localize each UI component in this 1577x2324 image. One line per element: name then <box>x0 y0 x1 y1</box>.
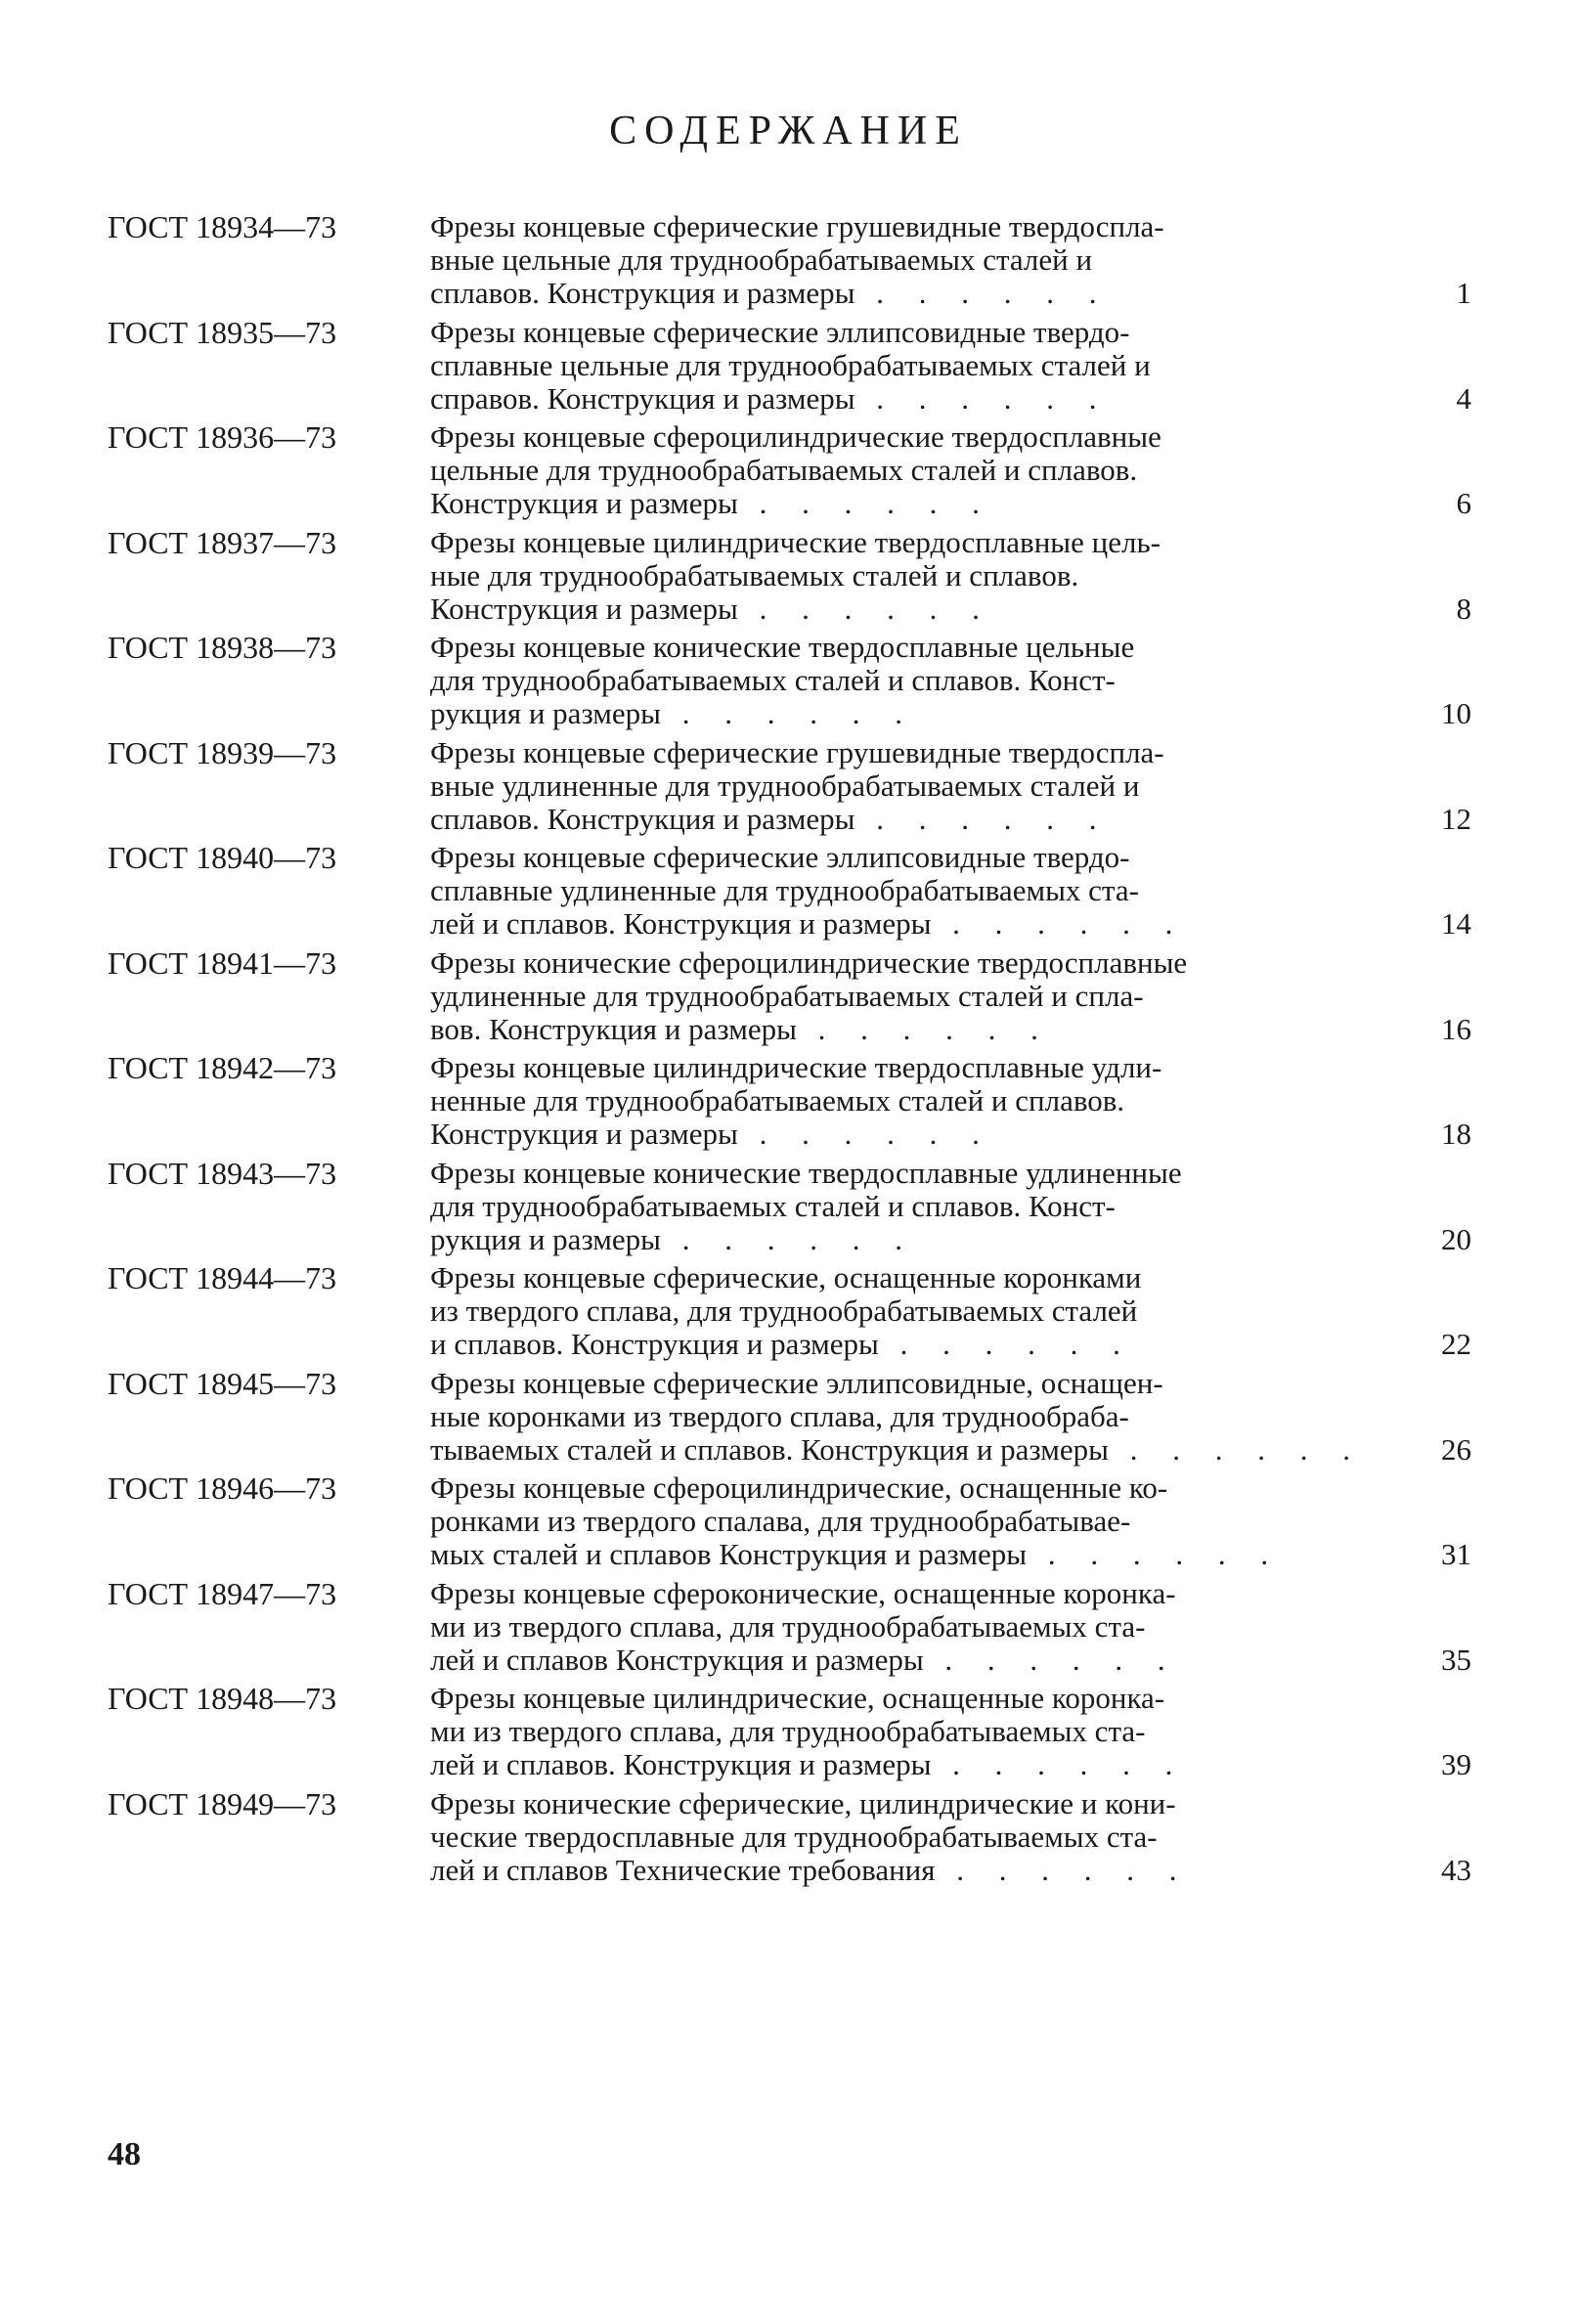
entry-title-line: ми из твердого сплава, для труднообрабатываемых ста- <box>430 1715 1146 1748</box>
dot-leader: . . . . . . <box>854 381 1111 416</box>
entry-title-line: Фрезы концевые сферические эллипсовидные твердо- <box>430 841 1130 874</box>
entry-title-line: ные для труднообрабатываемых сталей и сплавов. <box>430 558 1079 592</box>
entry-title-line: лей и сплавов Технические требования . . . . . . <box>430 1853 1191 1887</box>
entry-title-line: Фрезы концевые сферические эллипсовидные твердо- <box>430 315 1130 349</box>
entry-page-number: 26 <box>1441 1431 1471 1467</box>
toc-entry <box>108 420 1471 526</box>
dot-leader: . . . . . . <box>935 1853 1191 1887</box>
entry-page-number: 39 <box>1441 1747 1471 1781</box>
toc-entry <box>108 1787 1471 1893</box>
entry-title-line: тываемых сталей и сплавов. Конструкция и размеры . . . . . . <box>430 1432 1364 1467</box>
standard-code: ГОСТ 18944—73 <box>108 1260 337 1295</box>
entry-title-line: Фрезы концевые сферические грушевидные твердоспла- <box>430 210 1164 243</box>
entry-title-line: Фрезы концевые сферические эллипсовидные, оснащен- <box>430 1366 1163 1400</box>
entry-title <box>430 736 1398 836</box>
toc-entry <box>108 210 1471 316</box>
toc-entry <box>108 1471 1471 1577</box>
entry-title <box>430 1682 1398 1781</box>
dot-leader: . . . . . . <box>796 1012 1052 1046</box>
entry-title-line: Фрезы концевые цилиндрические твердосплавные цель- <box>430 525 1161 559</box>
entry-page-number: 14 <box>1441 906 1471 941</box>
dot-leader: . . . . . . <box>737 1118 993 1151</box>
entry-title-line: сплавов. Конструкция и размеры . . . . . . <box>430 277 1111 310</box>
entry-title-line: вные цельные для труднообрабатываемых сталей и <box>430 243 1093 277</box>
entry-title <box>430 841 1398 941</box>
entry-title <box>430 526 1398 626</box>
entry-title-line: Конструкция и размеры . . . . . . <box>430 592 993 626</box>
entry-title-line: мых сталей и сплавов Конструкция и размеры . . . . . . <box>430 1538 1283 1571</box>
entry-title-line: Фрезы концевые цилиндрические, оснащенные коронка- <box>430 1682 1165 1715</box>
toc-entry <box>108 631 1471 736</box>
dot-leader: . . . . . . <box>1027 1538 1283 1571</box>
entry-title-line: вные удлиненные для труднообрабатываемых сталей и <box>430 768 1140 803</box>
entry-title-line: сплавов. Конструкция и размеры . . . . . . <box>430 802 1111 836</box>
dot-leader: . . . . . . <box>1108 1432 1364 1467</box>
entry-title <box>430 1157 1398 1256</box>
page-number: 48 <box>108 2136 141 2172</box>
dot-leader: . . . . . . <box>854 277 1111 310</box>
entry-page-number: 4 <box>1456 380 1471 416</box>
entry-title-line: сплавные удлиненные для труднообрабатываемых ста- <box>430 874 1139 907</box>
entry-title-line: Конструкция и размеры . . . . . . <box>430 1118 993 1151</box>
dot-leader: . . . . . . <box>931 1748 1187 1781</box>
standard-code: ГОСТ 18937—73 <box>108 524 337 560</box>
page-title: СОДЕРЖАНИЕ <box>609 109 968 153</box>
entry-title <box>430 420 1398 520</box>
standard-code: ГОСТ 18949—73 <box>108 1785 337 1821</box>
standard-code: ГОСТ 18935—73 <box>108 314 337 350</box>
entry-title-line: Фрезы конические сферические, цилиндрические и кони- <box>430 1786 1176 1820</box>
entry-title-line: удлиненные для труднообрабатываемых сталей и спла- <box>430 979 1144 1013</box>
standard-code: ГОСТ 18940—73 <box>108 840 337 875</box>
entry-title-line: для труднообрабатываемых сталей и сплавов. Конст- <box>430 1189 1116 1223</box>
standard-code: ГОСТ 18939—73 <box>108 734 337 770</box>
entry-title-line: Фрезы концевые сферические, оснащенные коронками <box>430 1261 1142 1294</box>
standard-code: ГОСТ 18946—73 <box>108 1470 337 1506</box>
toc-entry <box>108 1577 1471 1683</box>
entry-page-number: 12 <box>1441 801 1471 836</box>
entry-title-line: ные коронками из твердого сплава, для труднообраба- <box>430 1399 1129 1433</box>
dot-leader: . . . . . . <box>878 1328 1134 1361</box>
entry-title-line: справов. Конструкция и размеры . . . . . . <box>430 381 1111 416</box>
entry-title-line: ненные для труднообрабатываемых сталей и сплавов. <box>430 1084 1125 1118</box>
standard-code: ГОСТ 18942—73 <box>108 1050 337 1085</box>
dot-leader: . . . . . . <box>737 487 993 520</box>
entry-page-number: 8 <box>1456 591 1471 626</box>
toc-entry <box>108 946 1471 1052</box>
entry-page-number: 43 <box>1441 1852 1471 1887</box>
entry-title <box>430 210 1398 310</box>
toc-entry <box>108 1157 1471 1262</box>
entry-title-line: для труднообрабатываемых сталей и сплавов. Конст- <box>430 664 1116 697</box>
entry-title-line: из твердого сплава, для труднообрабатываемых сталей <box>430 1294 1138 1328</box>
entry-title-line: ми из твердого сплава, для труднообрабатываемых ста- <box>430 1609 1146 1644</box>
toc-entry <box>108 736 1471 842</box>
table-of-contents <box>108 210 1471 1892</box>
toc-entry <box>108 526 1471 632</box>
entry-title <box>430 1577 1398 1677</box>
entry-title-line: Фрезы конические сфероцилиндрические твердосплавные <box>430 945 1188 980</box>
entry-title-line: ронками из твердого спалава, для труднообрабатывае- <box>430 1505 1131 1538</box>
standard-code: ГОСТ 18938—73 <box>108 630 337 665</box>
entry-title-line: ческие твердосплавные для труднообрабатываемых ста- <box>430 1820 1158 1854</box>
toc-entry <box>108 316 1471 421</box>
entry-page-number: 10 <box>1441 696 1471 730</box>
entry-title-line: лей и сплавов Конструкция и размеры . . . . . . <box>430 1643 1179 1677</box>
standard-code: ГОСТ 18936—73 <box>108 419 337 455</box>
dot-leader: . . . . . . <box>923 1643 1179 1677</box>
dot-leader: . . . . . . <box>660 1222 916 1256</box>
entry-page-number: 18 <box>1441 1117 1471 1151</box>
standard-code: ГОСТ 18941—73 <box>108 944 337 981</box>
standard-code: ГОСТ 18945—73 <box>108 1365 337 1401</box>
entry-title-line: и сплавов. Конструкция и размеры . . . . . . <box>430 1328 1134 1361</box>
entry-title-line: вов. Конструкция и размеры . . . . . . <box>430 1012 1052 1046</box>
entry-title <box>430 631 1398 730</box>
entry-page-number: 22 <box>1441 1327 1471 1361</box>
entry-page-number: 6 <box>1456 486 1471 520</box>
entry-title-line: Фрезы концевые сферические грушевидные твердоспла- <box>430 735 1164 769</box>
toc-entry <box>108 1367 1471 1472</box>
entry-title <box>430 1787 1398 1887</box>
dot-leader: . . . . . . <box>931 907 1187 941</box>
toc-entry <box>108 1682 1471 1787</box>
entry-title-line: сплавные цельные для труднообрабатываемых сталей и <box>430 348 1151 382</box>
entry-page-number: 16 <box>1441 1011 1471 1046</box>
entry-title-line: цельные для труднообрабатываемых сталей и сплавов. <box>430 454 1138 487</box>
dot-leader: . . . . . . <box>854 802 1111 836</box>
entry-page-number: 31 <box>1441 1537 1471 1571</box>
entry-title-line: Фрезы концевые конические твердосплавные удлиненные <box>430 1156 1182 1190</box>
entry-title <box>430 1471 1398 1571</box>
entry-title-line: Фрезы концевые цилиндрические твердосплавные удли- <box>430 1051 1162 1084</box>
dot-leader: . . . . . . <box>737 592 993 626</box>
entry-page-number: 35 <box>1441 1642 1471 1677</box>
entry-title-line: лей и сплавов. Конструкция и размеры . . . . . . <box>430 907 1187 941</box>
standard-code: ГОСТ 18948—73 <box>108 1681 337 1716</box>
entry-title-line: Фрезы концевые сфероцилиндрические твердосплавные <box>430 420 1161 454</box>
entry-title-line: Фрезы концевые сфероцилиндрические, оснащенные ко- <box>430 1471 1168 1505</box>
entry-title-line: лей и сплавов. Конструкция и размеры . . . . . . <box>430 1748 1187 1781</box>
entry-title <box>430 1261 1398 1361</box>
standard-code: ГОСТ 18943—73 <box>108 1155 337 1191</box>
entry-page-number: 20 <box>1441 1221 1471 1256</box>
standard-code: ГОСТ 18947—73 <box>108 1575 337 1611</box>
entry-title <box>430 316 1398 416</box>
entry-title-line: Фрезы концевые конические твердосплавные цельные <box>430 631 1135 664</box>
entry-title <box>430 1367 1398 1467</box>
entry-title-line: Конструкция и размеры . . . . . . <box>430 487 993 520</box>
entry-title <box>430 1051 1398 1151</box>
standard-code: ГОСТ 18934—73 <box>108 209 337 244</box>
dot-leader: . . . . . . <box>660 697 916 730</box>
entry-title <box>430 946 1398 1046</box>
toc-entry <box>108 1261 1471 1367</box>
entry-title-line: Фрезы концевые сфероконические, оснащенные коронка- <box>430 1576 1176 1610</box>
entry-title-line: рукция и размеры . . . . . . <box>430 1222 916 1256</box>
toc-entry <box>108 841 1471 946</box>
entry-title-line: рукция и размеры . . . . . . <box>430 697 916 730</box>
toc-entry <box>108 1051 1471 1157</box>
entry-page-number: 1 <box>1456 276 1471 310</box>
